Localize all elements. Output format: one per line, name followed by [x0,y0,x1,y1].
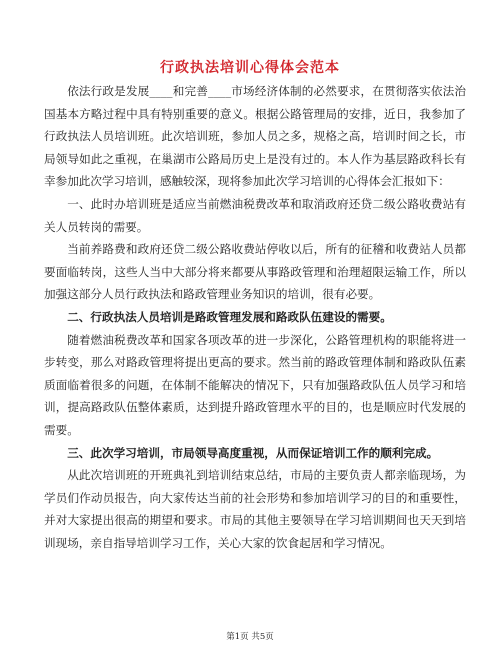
page-number-footer: 第1页 共5页 [226,632,274,642]
paragraph-intro: 依法行政是发展____和完善____市场经济体制的必然要求，在贯彻落实依法治国基本方略过程中具有特别重要的意义。根据公路管理局的安排，近日，我参加了行政执法人员培训班。此次培训班，参加人员之多，规格之高，培训时间之长，市局领导如此之重视，在巢湖市公路局历史上是没有过的。本人作为基层路政科长有幸参加此次学习培训，感触较深，现将参加此次学习培训的心得体会汇报如下： [44,84,466,189]
paragraph-section-1-detail: 当前养路费和政府还贷二级公路收费站停收以后，所有的征稽和收费站人员都要面临转岗，这些人当中大部分将来都要从事路政管理和治理超限运输工作，所以加强这部分人员行政执法和路政管理业务知识的培训，很有必要。 [44,242,466,302]
paragraph-section-1: 一、此时办培训班是适应当前燃油税费改革和取消政府还贷二级公路收费站有关人员转岗的需要。 [44,196,466,234]
section-heading-2: 二、行政执法人员培训是路政管理发展和路政队伍建设的需要。 [67,309,392,324]
paragraph-section-3-detail: 从此次培训班的开班典礼到培训结束总结，市局的主要负责人都亲临现场，为学员们作动员报告，向大家传达当前的社会形势和参加培训学习的目的和重要性，并对大家提出很高的期望和要求。市局的其他主要领导在学习培训期间也天天到培训现场，亲自指导培训学习工作，关心大家的饮食起居和学习情况。 [44,468,466,550]
document-body [44,80,466,554]
document-title: 行政执法培训心得体会范本 [160,60,340,76]
section-heading-3: 三、此次学习培训，市局领导高度重视，从而保证培训工作的顺利完成。 [67,445,439,460]
paragraph-section-2-detail: 随着燃油税费改革和国家各项改革的进一步深化，公路管理机构的职能将进一步转变，那么对路政管理将提出更高的要求。然当前的路政管理体制和路政队伍素质面临着很多的问题，在体制不能解决的情况下，只有加强路政队伍人员学习和培训，提高路政队伍整体素质，达到提升路政管理水平的目的，也是顺应时代发展的需要。 [44,332,466,437]
